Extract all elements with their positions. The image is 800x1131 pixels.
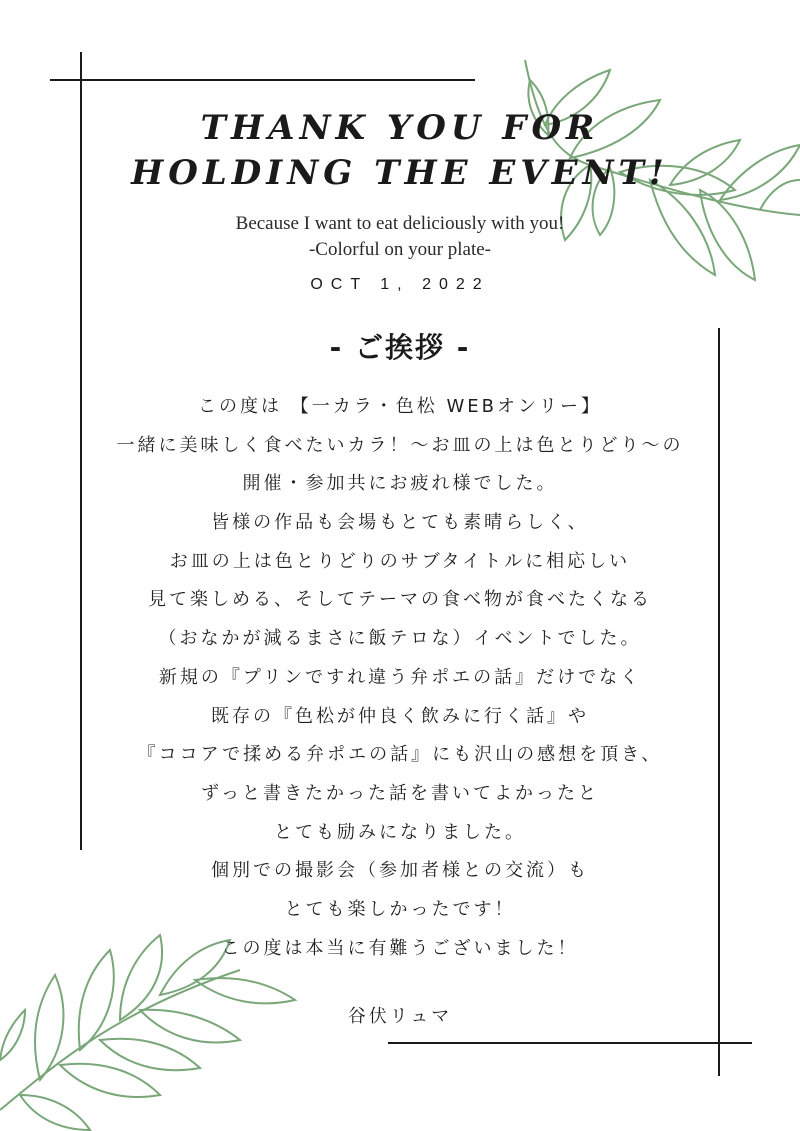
message-line: 『ココアで揉める弁ポエの話』にも沢山の感想を頂き、	[137, 744, 663, 766]
event-date: OCT 1, 2022	[310, 276, 490, 293]
message-line: この度は本当に有難うございました！	[221, 937, 579, 959]
message-body	[0, 388, 800, 968]
event-subtitle-line-2: -Colorful on your plate-	[308, 239, 492, 260]
message-line: 新規の『プリンですれ違う弁ポエの話』だけでなく	[158, 666, 642, 688]
message-line: 既存の『色松が仲良く飲みに行く話』や	[211, 705, 589, 727]
frame-top-line	[50, 79, 475, 81]
event-subtitle-line-1: Because I want to eat deliciously with you!	[235, 213, 565, 234]
event-title-line-2: HOLDING THE EVENT!	[131, 153, 669, 193]
greeting-heading: - ご挨拶 -	[329, 331, 471, 364]
message-line: 見て楽しめる、そしてテーマの食べ物が食べたくなる	[148, 589, 652, 611]
message-line: この度は 【一カラ・色松 WEBオンリー】	[198, 396, 602, 417]
message-line: とても楽しかったです！	[284, 898, 516, 920]
message-line: 開催・参加共にお疲れ様でした。	[242, 473, 558, 495]
message-line: とても励みになりました。	[274, 821, 526, 843]
message-line: 個別での撮影会（参加者様との交流）も	[211, 860, 589, 882]
message-line: 一緒に美味しく食べたいカラ！～お皿の上は色とりどり～の	[116, 434, 684, 456]
message-line: お皿の上は色とりどりのサブタイトルに相応しい	[169, 550, 631, 572]
message-line: 皆様の作品も会場もとても素晴らしく、	[211, 512, 589, 534]
event-title-line-1: THANK YOU FOR	[200, 108, 600, 148]
message-line: ずっと書きたかった話を書いてよかったと	[201, 782, 599, 804]
author-signature: 谷伏リュマ	[347, 1006, 453, 1027]
frame-bottom-line	[388, 1042, 752, 1044]
message-line: （おなかが減るまさに飯テロな）イベントでした。	[158, 628, 642, 650]
